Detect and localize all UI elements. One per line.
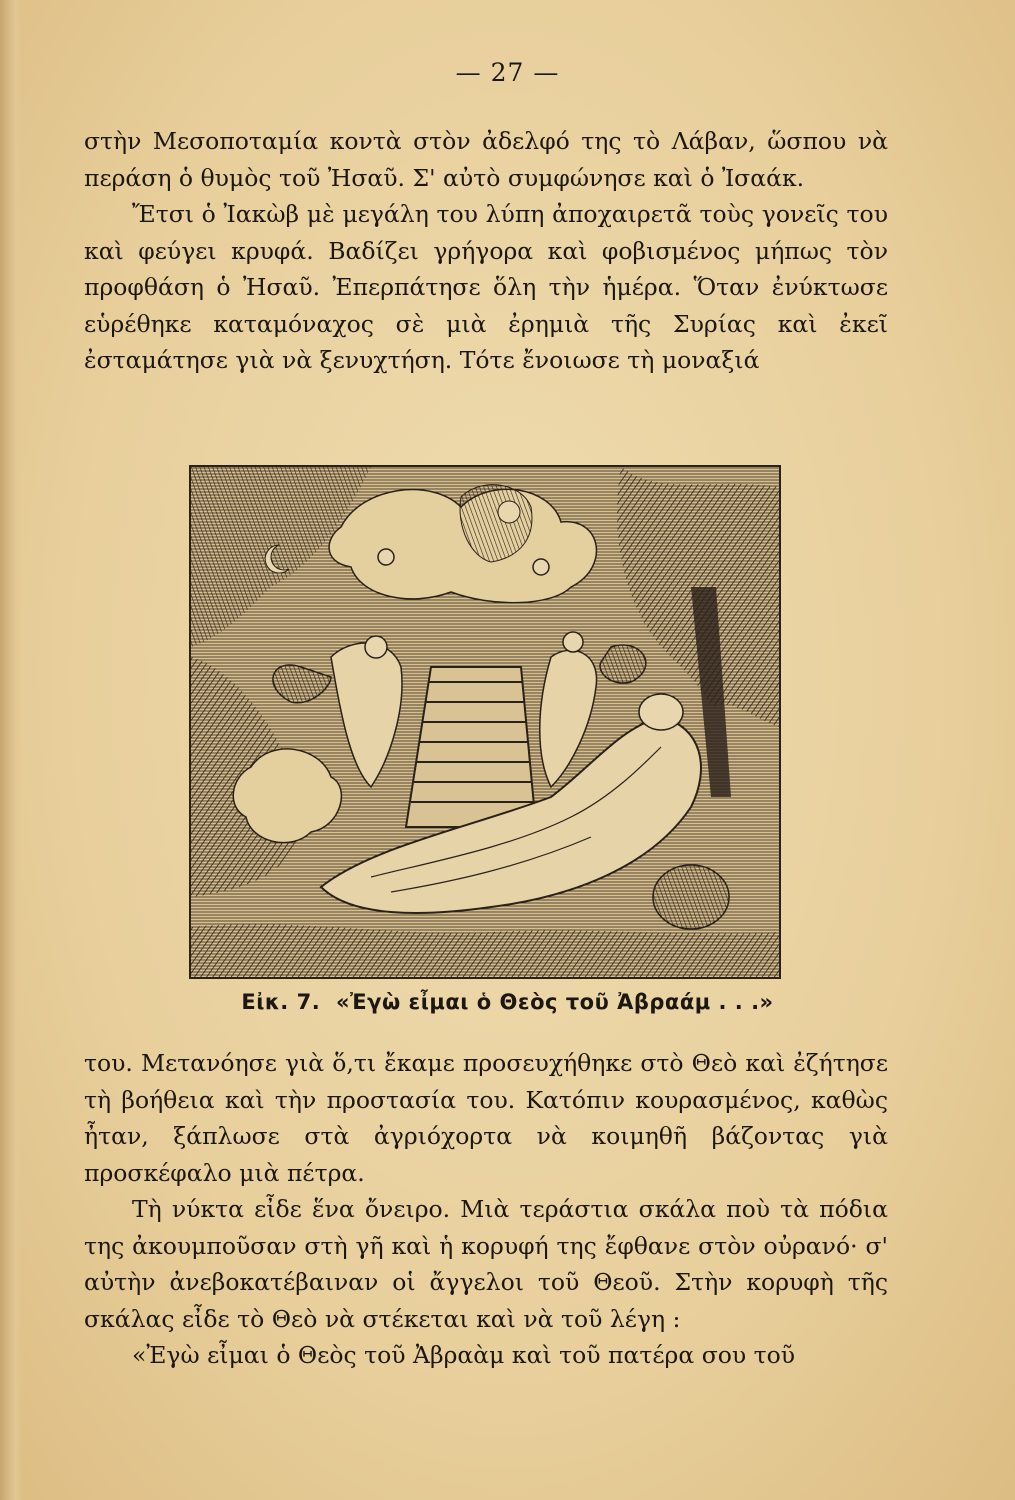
paragraph-5: «Ἐγὼ εἶμαι ὁ Θεὸς τοῦ Ἀβραὰμ καὶ τοῦ πατέρα σου τοῦ (132, 1341, 796, 1369)
text-block-top (84, 123, 888, 379)
paragraph-3: του. Μετανόησε γιὰ ὅ,τι ἔκαμε προσευχήθηκε στὸ Θεὸ καὶ ἐζήτησε τὴ βοήθεια καὶ τὴν προστασία του. Κατόπιν κουρασμένος, καθὼς ἦταν, ξάπλωσε στὰ ἀγριόχορτα νὰ κοιμηθῆ βάζοντας γιὰ προσκέφαλο μιὰ πέτρα. (84, 1049, 888, 1187)
figure-caption-label: Εἰκ. 7. (241, 990, 321, 1014)
page-fold-shadow (0, 0, 22, 1500)
engraving-jacobs-ladder (189, 465, 781, 979)
paragraph-4: Τὴ νύκτα εἶδε ἕνα ὄνειρο. Μιὰ τεράστια σκάλα ποὺ τὰ πόδια της ἀκουμποῦσαν στὴ γῆ καὶ ἡ κορυφή της ἔφθανε στὸν οὐρανό· σ' αὐτὴν ἀνεβοκατέβαιναν οἱ ἄγγελοι τοῦ Θεοῦ. Στὴν κορυφὴ τῆς σκάλας εἶδε τὸ Θεὸ νὰ στέκεται καὶ νὰ τοῦ λέγη : (84, 1195, 888, 1333)
page-number: — 27 — (455, 58, 560, 87)
figure-caption (0, 990, 1015, 1014)
text-block-bottom (84, 1045, 888, 1374)
paragraph-2: Ἔτσι ὁ Ἰακὼβ μὲ μεγάλη του λύπη ἀποχαιρετᾶ τοὺς γονεῖς του καὶ φεύγει κρυφά. Βαδίζει γρήγορα καὶ φοβισμένος μήπως τὸν προφθάση ὁ Ἠσαῦ. Ἐπερπάτησε ὅλη τὴν ἡμέρα. Ὅταν ἐνύκτωσε εὑρέθηκε καταμόναχος σὲ μιὰ ἐρημιὰ τῆς Συρίας καὶ ἐκεῖ ἐσταμάτησε γιὰ νὰ ξενυχτήση. Τότε ἔνοιωσε τὴ μοναξιά (84, 200, 888, 374)
paragraph-1: στὴν Μεσοποταμία κοντὰ στὸν ἀδελφό της τὸ Λάβαν, ὥσπου νὰ περάση ὁ θυμὸς τοῦ Ἠσαῦ. Σ' αὐτὸ συμφώνησε καὶ ὁ Ἰσαάκ. (84, 127, 888, 192)
figure-caption-text: «Ἐγὼ εἶμαι ὁ Θεὸς τοῦ Ἀβραάμ . . .» (335, 990, 774, 1014)
engraving-illustration (191, 467, 779, 977)
